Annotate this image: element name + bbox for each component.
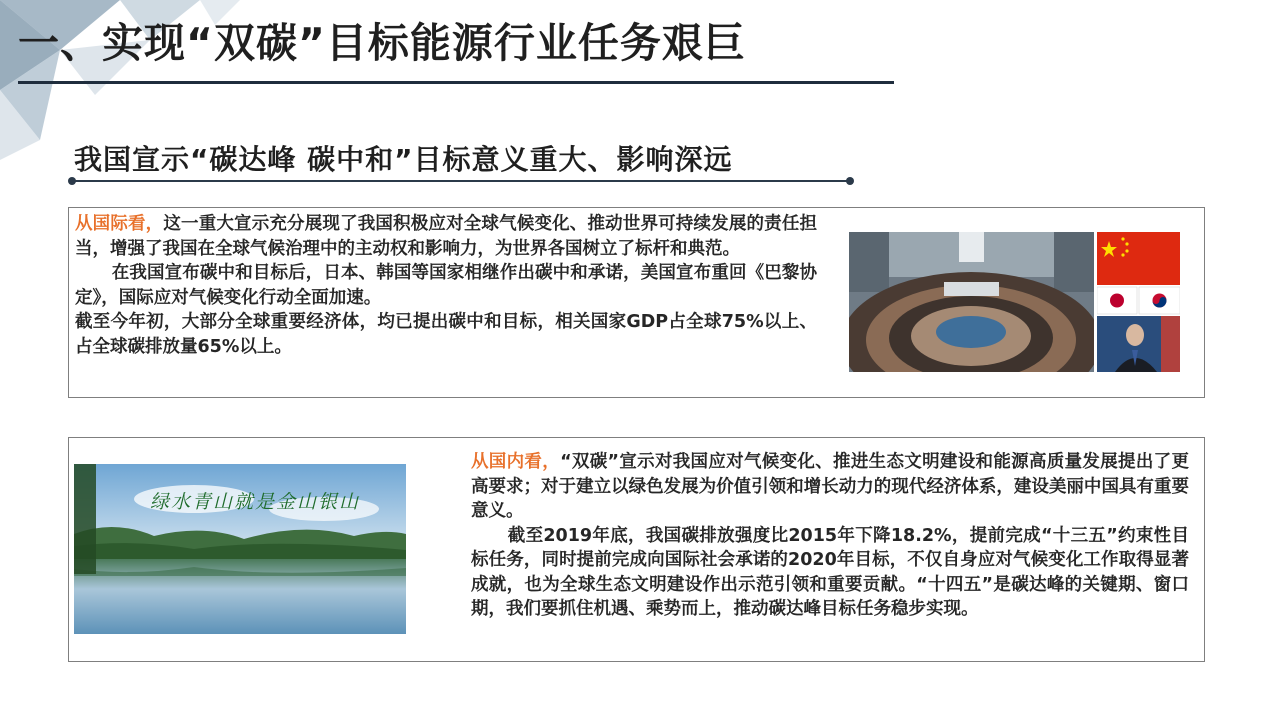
divider-dot-left — [68, 177, 76, 185]
subtitle-divider — [72, 180, 850, 182]
international-paragraph-1 — [75, 212, 817, 261]
landscape-calligraphy: 绿水青山就是金山银山 — [150, 491, 361, 513]
international-paragraph-2: 在我国宣布碳中和目标后，日本、韩国等国家相继作出碳中和承诺，美国宣布重回《巴黎协定》，国际应对气候变化行动全面加速。 — [75, 263, 817, 308]
domestic-paragraph-2: 截至2019年底，我国碳排放强度比2015年下降18.2%，提前完成“十三五”约束性目标任务，同时提前完成向国际社会承诺的2020年目标，不仅自身应对气候变化工作取得显著成就，也为全球生态文明建设作出示范引领和重要贡献。“十四五”是碳达峰的关键期、窗口期，我们要抓住机遇、乘势而上，推动碳达峰目标任务稳步实现。 — [471, 525, 1189, 619]
international-text — [75, 212, 817, 359]
title-divider — [18, 81, 894, 84]
page-title: 一、实现“双碳”目标能源行业任务艰巨 — [18, 19, 746, 67]
international-paragraph-3: 截至今年初，大部分全球重要经济体，均已提出碳中和目标，相关国家GDP占全球75%以上、占全球碳排放量65%以上。 — [75, 312, 817, 357]
domestic-panel — [68, 437, 1205, 662]
international-p1-text: 这一重大宣示充分展现了我国积极应对全球气候变化、推动世界可持续发展的责任担当，增强了我国在全球气候治理中的主动权和影响力，为世界各国树立了标杆和典范。 — [75, 214, 818, 259]
international-panel — [68, 207, 1205, 398]
domestic-p1-text: “双碳”宣示对我国应对气候变化、推进生态文明建设和能源高质量发展提出了更高要求；对于建立以绿色发展为价值引领和增长动力的现代经济体系，建设美丽中国具有重要意义。 — [471, 452, 1189, 521]
international-lead: 从国际看， — [75, 214, 164, 234]
section-subtitle: 我国宣示“碳达峰 碳中和”目标意义重大、影响深远 — [74, 143, 733, 176]
domestic-text — [471, 450, 1189, 622]
domestic-paragraph-1 — [471, 450, 1189, 524]
conference-photo — [849, 232, 1094, 372]
divider-dot-right — [846, 177, 854, 185]
domestic-lead: 从国内看， — [471, 452, 561, 472]
national-flags-image — [1097, 232, 1180, 372]
